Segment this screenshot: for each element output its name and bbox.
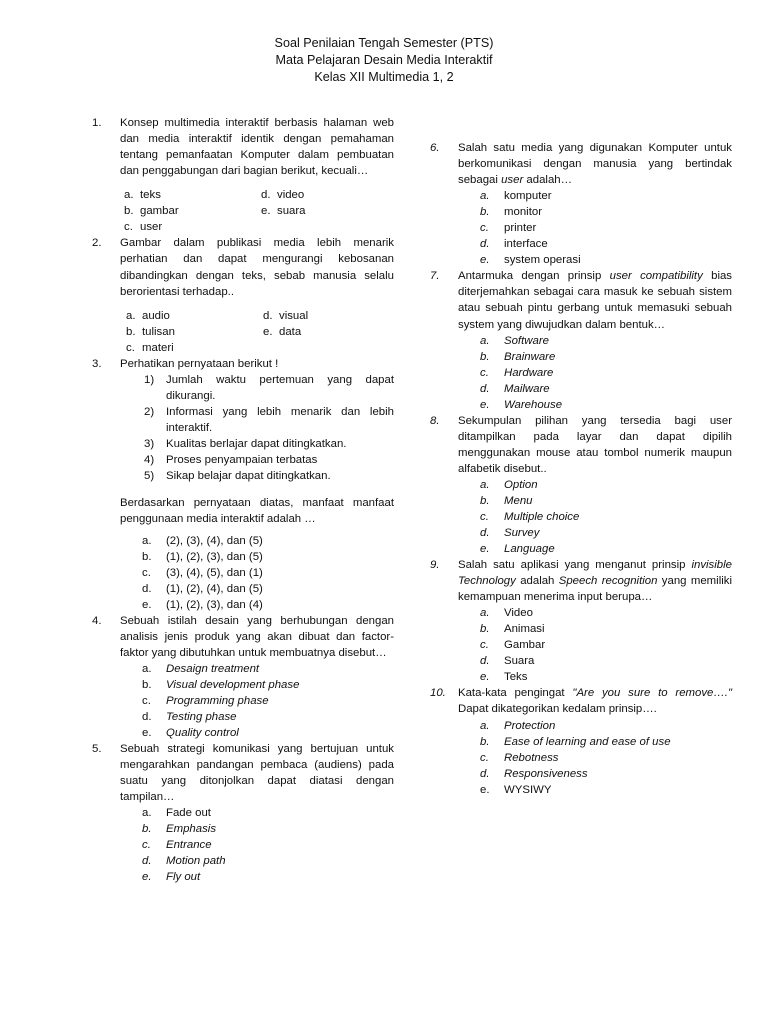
question-paragraph: Berdasarkan pernyataan diatas, manfaat manfaat penggunaan media interaktif adalah … — [120, 496, 394, 525]
option-c: c. user — [124, 221, 163, 234]
option-e: e. Teks — [480, 671, 528, 684]
option-b: b. gambar — [124, 205, 179, 218]
option-d: d. Suara — [480, 655, 535, 668]
option-c: c. Multiple choice — [480, 511, 580, 524]
statement-item: 1) Jumlah waktu pertemuan yang dapat dikurangi. — [144, 373, 394, 402]
question-number: 2. — [92, 237, 102, 250]
question-number: 9. — [430, 559, 440, 572]
question-number: 7. — [430, 270, 440, 283]
exam-title: Soal Penilaian Tengah Semester (PTS) — [274, 36, 494, 50]
answer-options — [124, 187, 394, 235]
option-a: a. Software — [480, 334, 549, 347]
option-d: d. interface — [480, 238, 548, 251]
question-stem: Gambar dalam publikasi media lebih menarik perhatian dan dapat mengurangi kebosanan dibandingkan dengan teks, sebab manusia selalu berorientasi terhadap.. — [120, 237, 394, 298]
statement-item: 5) Sikap belajar dapat ditingkatkan. — [144, 470, 331, 483]
option-e: e. Warehouse — [480, 398, 563, 411]
option-b: b. Ease of learning and ease of use — [480, 735, 671, 748]
answer-options — [142, 533, 394, 613]
question-stem: Antarmuka dengan prinsip user compatibility bias diterjemahkan sebagai cara masuk ke sebuah sistem atau sebuah pintu gerbang untuk memasuki sebuah system yang diwujudkan dalam bentuk… — [458, 270, 733, 331]
question-10 — [430, 685, 732, 797]
question-number: 5. — [92, 742, 102, 755]
question-stem: Sebuah strategi komunikasi yang bertujuan untuk mengarahkan pandangan pembaca (audiens) pada suatu yang ditonjolkan dapat diatasi dengan tampilan… — [120, 742, 394, 804]
answer-options — [480, 188, 732, 268]
option-c: c. printer — [480, 222, 537, 235]
option-a: a. Video — [480, 607, 533, 620]
answer-options — [480, 718, 732, 798]
exam-subject: Mata Pelajaran Desain Media Interaktif — [275, 53, 493, 67]
option-b: b. monitor — [480, 206, 542, 219]
option-b: b. Animasi — [480, 623, 545, 636]
question-stem: Konsep multimedia interaktif berbasis halaman web dan media interaktif identik dengan pemahaman tentang pemanfaatan Komputer dalam pembuatan dan penggabungan dari bagian berikut, kecuali… — [120, 117, 394, 178]
answer-options — [142, 661, 394, 741]
statement-item: 2) Informasi yang lebih menarik dan lebih interaktif. — [144, 406, 394, 435]
question-stem: Perhatikan pernyataan berikut ! — [120, 357, 279, 370]
option-c: c. Gambar — [480, 639, 546, 652]
option-b: b. Menu — [480, 495, 533, 508]
option-c: c. Entrance — [142, 839, 212, 852]
option-e: e. (1), (2), (3), dan (4) — [142, 598, 263, 611]
exam-class: Kelas XII Multimedia 1, 2 — [314, 70, 454, 84]
question-number: 10. — [430, 687, 446, 700]
option-d: d. video — [261, 189, 305, 202]
question-stem: Salah satu media yang digunakan Komputer untuk berkomunikasi dengan manusia yang bertindak sebagai user adalah… — [458, 142, 732, 187]
option-a: a. (2), (3), (4), dan (5) — [142, 534, 263, 547]
answer-options — [142, 805, 394, 885]
option-e: e. WYSIWY — [480, 783, 552, 796]
option-b: b. Brainware — [480, 350, 556, 363]
option-c: c. Hardware — [480, 366, 554, 379]
option-e: e. Quality control — [142, 726, 239, 739]
option-e: e. data — [263, 325, 302, 338]
question-8 — [430, 413, 732, 557]
left-column — [92, 115, 394, 885]
option-d: d. visual — [263, 309, 309, 322]
question-4 — [92, 613, 394, 741]
option-c: c. Rebotness — [480, 751, 559, 764]
option-d: d. Motion path — [142, 855, 226, 868]
answer-options — [480, 605, 732, 685]
exam-header — [0, 35, 768, 86]
question-number: 6. — [430, 142, 440, 154]
question-6 — [430, 140, 732, 268]
answer-options — [126, 308, 394, 356]
option-d: d. Responsiveness — [480, 767, 588, 780]
option-a: a. komputer — [480, 190, 552, 203]
question-number: 1. — [92, 117, 102, 129]
option-a: a. audio — [126, 309, 170, 322]
question-9 — [430, 557, 732, 685]
question-number: 4. — [92, 614, 102, 627]
option-e: e. Language — [480, 543, 555, 556]
option-b: b. Visual development phase — [142, 678, 300, 691]
statement-item: 4) Proses penyampaian terbatas — [144, 454, 318, 467]
option-d: d. Survey — [480, 527, 540, 540]
question-3 — [92, 356, 394, 613]
answer-options — [480, 333, 732, 413]
question-2 — [92, 235, 394, 355]
answer-options — [480, 477, 732, 557]
question-stem: Kata-kata pengingat "Are you sure to remove…." Dapat dikategorikan kedalam prinsip…. — [458, 687, 732, 716]
option-b: b. (1), (2), (3), dan (5) — [142, 550, 263, 563]
option-e: e. Fly out — [142, 871, 201, 884]
option-a: a. Desaign treatment — [142, 662, 260, 675]
question-stem: Sebuah istilah desain yang berhubungan dengan analisis jenis produk yang akan dibuat dan factor-faktor yang dibutuhkan untuk membuatnya disebut… — [120, 614, 394, 659]
option-d: d. Testing phase — [142, 710, 237, 723]
option-e: e. suara — [261, 205, 306, 218]
option-c: c. materi — [126, 341, 174, 354]
option-b: b. Emphasis — [142, 823, 217, 836]
question-7 — [430, 268, 732, 412]
option-d: d. (1), (2), (4), dan (5) — [142, 582, 263, 595]
option-a: a. Protection — [480, 719, 556, 732]
option-b: b. tulisan — [126, 325, 175, 338]
option-a: a. Option — [480, 479, 538, 492]
question-number: 8. — [430, 414, 440, 427]
question-5 — [92, 741, 394, 885]
option-c: c. Programming phase — [142, 694, 269, 707]
option-a: a. teks — [124, 189, 161, 202]
question-stem: Sekumpulan pilihan yang tersedia bagi user ditampilkan pada layar dan dapat dipilih menggunakan mouse atau tombol numerik maupun alfabetik disebut.. — [458, 414, 732, 475]
statement-list — [144, 372, 394, 485]
option-c: c. (3), (4), (5), dan (1) — [142, 566, 263, 579]
question-number: 3. — [92, 357, 102, 370]
question-1 — [92, 115, 394, 235]
option-a: a. Fade out — [142, 807, 211, 820]
option-e: e. system operasi — [480, 254, 581, 267]
statement-item: 3) Kualitas berlajar dapat ditingkatkan. — [144, 438, 347, 451]
question-stem: Salah satu aplikasi yang menganut prinsip invisible Technology adalah Speech recognition yang memiliki kemampuan menerima input berupa… — [458, 559, 732, 604]
option-d: d. Mailware — [480, 382, 550, 395]
right-column — [430, 140, 732, 798]
